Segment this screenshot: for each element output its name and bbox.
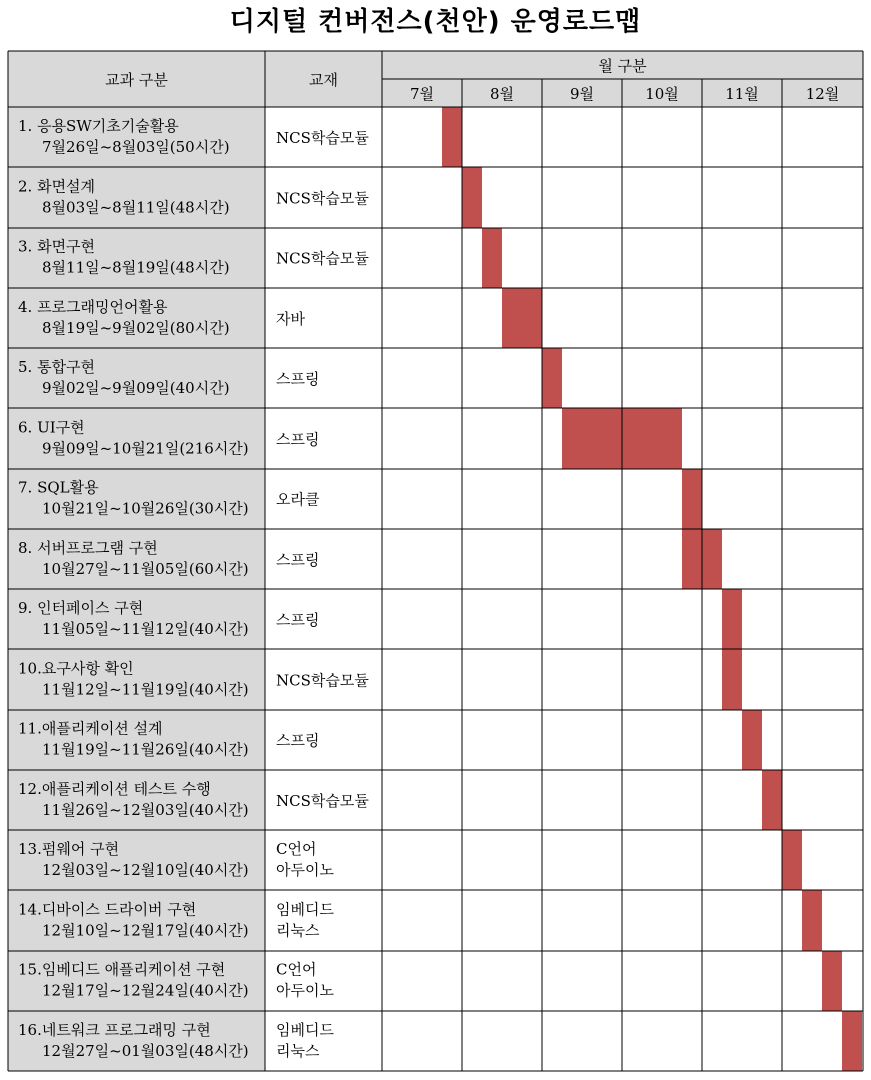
schedule-bar-16 (842, 1011, 862, 1071)
row-15-material-2: 아두이노 (276, 981, 334, 1000)
schedule-bar-7 (682, 469, 702, 529)
row-5-name: 5. 통합구현 (18, 358, 96, 376)
row-10-name: 10.요구사항 확인 (18, 659, 134, 678)
row-12-name: 12.애플리케이션 테스트 수행 (18, 779, 211, 798)
row-14-name: 14.디바이스 드라이버 구현 (18, 900, 197, 919)
row-13-period: 12월03일~12월10일(40시간) (42, 861, 249, 879)
row-13-material-1: C언어 (276, 840, 317, 858)
schedule-bar-15 (822, 951, 842, 1011)
row-12-period: 11월26일~12월03일(40시간) (42, 800, 249, 819)
row-10-material: NCS학습모듈 (276, 671, 369, 690)
row-10-period: 11월12일~11월19일(40시간) (42, 680, 249, 699)
row-9-period: 11월05일~11월12일(40시간) (42, 620, 249, 638)
schedule-bar-4 (502, 288, 542, 348)
header-month-7: 7월 (409, 85, 435, 103)
header-month-11: 11월 (725, 85, 759, 103)
header-month-group: 월 구분 (598, 57, 647, 75)
row-2-name: 2. 화면설계 (18, 177, 96, 196)
row-7-period: 10월21일~10월26일(30시간) (42, 499, 249, 518)
row-15-period: 12월17일~12월24일(40시간) (42, 981, 249, 1000)
schedule-bar-1 (442, 107, 462, 167)
row-3-name: 3. 화면구현 (18, 237, 96, 256)
row-6-material: 스프링 (276, 430, 320, 449)
row-1-name: 1. 응용SW기초기술활용 (18, 117, 179, 135)
row-8-material: 스프링 (276, 550, 320, 569)
row-16-period: 12월27일~01월03일(48시간) (42, 1041, 249, 1060)
row-14-period: 12월10일~12월17일(40시간) (42, 921, 249, 940)
schedule-bar-10 (722, 649, 742, 709)
header-month-8: 8월 (489, 85, 515, 103)
row-2-period: 8월03일~8월11일(48시간) (42, 198, 230, 217)
row-15-material-1: C언어 (276, 960, 317, 979)
schedule-bar-13 (782, 830, 802, 890)
row-7-material: 오라클 (276, 490, 320, 509)
schedule-bar-11 (742, 710, 762, 770)
row-14-material-1: 임베디드 (276, 900, 334, 919)
schedule-bar-3 (482, 228, 502, 288)
row-8-period: 10월27일~11월05일(60시간) (42, 559, 249, 578)
row-9-material: 스프링 (276, 611, 320, 629)
page-title: 디지털 컨버전스(천안) 운영로드맵 (229, 7, 642, 37)
row-1-period: 7월26일~8월03일(50시간) (42, 138, 230, 156)
row-13-material-2: 아두이노 (276, 861, 334, 879)
header-month-12: 12월 (805, 85, 840, 103)
header-subject: 교과 구분 (105, 71, 168, 89)
row-6-name: 6. UI구현 (18, 418, 85, 437)
row-9-name: 9. 인터페이스 구현 (18, 599, 144, 617)
row-3-material: NCS학습모듈 (276, 249, 369, 268)
row-16-material-2: 리눅스 (276, 1041, 320, 1060)
row-11-material: 스프링 (276, 731, 320, 750)
schedule-bar-12 (762, 770, 782, 830)
row-4-name: 4. 프로그래밍언어활용 (18, 297, 168, 316)
schedule-bar-5 (542, 348, 562, 408)
row-15-name: 15.임베디드 애플리케이션 구현 (18, 960, 226, 979)
row-4-material: 자바 (276, 309, 305, 328)
row-4-period: 8월19일~9월02일(80시간) (42, 318, 230, 337)
header-month-9: 9월 (569, 85, 595, 103)
row-2-material: NCS학습모듈 (276, 189, 369, 208)
row-16-material-1: 임베디드 (276, 1020, 334, 1039)
row-11-period: 11월19일~11월26일(40시간) (42, 740, 249, 759)
row-3-period: 8월11일~8월19일(48시간) (42, 258, 230, 277)
row-5-material: 스프링 (276, 370, 320, 388)
row-12-material: NCS학습모듈 (276, 791, 369, 810)
row-13-name: 13.펌웨어 구현 (18, 840, 120, 858)
row-14-material-2: 리눅스 (276, 921, 320, 940)
row-6-period: 9월09일~10월21일(216시간) (42, 439, 249, 458)
schedule-bar-14 (802, 890, 822, 950)
row-7-name: 7. SQL활용 (18, 478, 99, 497)
schedule-bar-2 (462, 167, 482, 227)
row-1-material: NCS학습모듈 (276, 129, 369, 147)
row-11-name: 11.애플리케이션 설계 (18, 719, 163, 738)
header-month-10: 10월 (645, 85, 679, 103)
row-5-period: 9월02일~9월09일(40시간) (42, 379, 230, 397)
row-16-name: 16.네트워크 프로그래밍 구현 (18, 1020, 211, 1039)
header-material: 교재 (309, 71, 338, 89)
row-8-name: 8. 서버프로그램 구현 (18, 538, 158, 557)
schedule-bar-9 (722, 589, 742, 649)
